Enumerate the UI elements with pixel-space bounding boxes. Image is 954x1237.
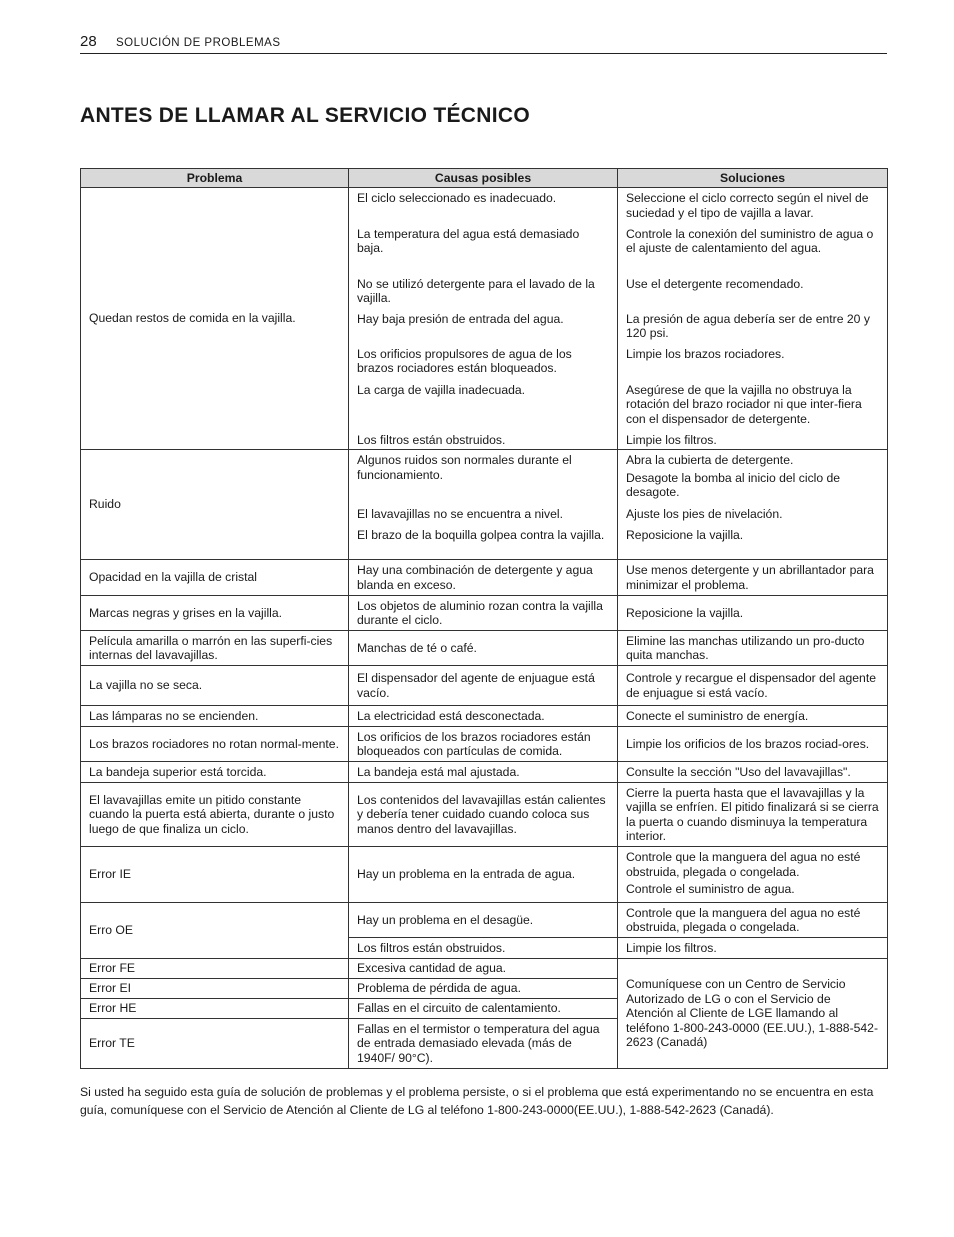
problem-cell: Quedan restos de comida en la vajilla. bbox=[81, 188, 349, 450]
table-row bbox=[81, 847, 888, 903]
table-row bbox=[81, 783, 888, 847]
cause-cell: Los contenidos del lavavajillas están calientes y debería tener cuidado cuando coloca sus manos dentro del lavavajillas. bbox=[349, 783, 618, 847]
problem-cell: La vajilla no se seca. bbox=[81, 666, 349, 706]
solution-cell: Reposicione la vajilla. bbox=[618, 525, 888, 560]
cause-cell: Los filtros están obstruidos. bbox=[349, 430, 618, 450]
table-header-row bbox=[81, 169, 888, 188]
cause-cell: Hay baja presión de entrada del agua. bbox=[349, 309, 618, 344]
solution-cell: Cierre la puerta hasta que el lavavajillas y la vajilla se enfríen. El pitido finalizará si se cierra la puerta o cuando disminuya la temperatura interior. bbox=[618, 783, 888, 847]
cause-cell: Problema de pérdida de agua. bbox=[349, 979, 618, 999]
shared-solution-cell: Comuníquese con un Centro de Servicio Autorizado de LG o con el Servicio de Atención al Cliente de LGE llamando al teléfono 1-800-243-0000 (EE.UU.), 1-888-542-2623 (Canadá) bbox=[618, 959, 888, 1069]
cause-cell: El ciclo seleccionado es inadecuado. bbox=[349, 188, 618, 224]
cause-cell: El lavavajillas no se encuentra a nivel. bbox=[349, 504, 618, 525]
problem-cell: Los brazos rociadores no rotan normal-mente. bbox=[81, 727, 349, 762]
solution-cell: Limpie los filtros. bbox=[618, 430, 888, 450]
cause-cell: Los orificios propulsores de agua de los brazos rociadores están bloqueados. bbox=[349, 344, 618, 380]
problem-cell: Erro OE bbox=[81, 903, 349, 959]
cause-cell: Los objetos de aluminio rozan contra la vajilla durante el ciclo. bbox=[349, 596, 618, 631]
cause-cell: Hay un problema en la entrada de agua. bbox=[349, 847, 618, 903]
table-row bbox=[81, 666, 888, 706]
solution-cell: Ajuste los pies de nivelación. bbox=[618, 504, 888, 525]
solution-cell: Use menos detergente y un abrillantador para minimizar el problema. bbox=[618, 560, 888, 596]
solution-cell: Limpie los orificios de los brazos rociad-ores. bbox=[618, 727, 888, 762]
column-header-causes: Causas posibles bbox=[349, 169, 618, 188]
cause-cell: Fallas en el circuito de calentamiento. bbox=[349, 999, 618, 1019]
cause-cell: La bandeja está mal ajustada. bbox=[349, 762, 618, 783]
problem-cell: Ruido bbox=[81, 450, 349, 560]
solution-cell: Use el detergente recomendado. bbox=[618, 274, 888, 309]
cause-cell: Fallas en el termistor o temperatura del agua de entrada demasiado elevada (más de 1940F/ 90°C). bbox=[349, 1019, 618, 1069]
table-row bbox=[81, 762, 888, 783]
problem-cell: Error IE bbox=[81, 847, 349, 903]
cause-cell: No se utilizó detergente para el lavado de la vajilla. bbox=[349, 274, 618, 309]
solution-cell: Controle que la manguera del agua no esté obstruida, plegada o congelada. bbox=[618, 903, 888, 938]
problem-cell: Error FE bbox=[81, 959, 349, 979]
solution-cell: Seleccione el ciclo correcto según el nivel de suciedad y el tipo de vajilla a lavar. bbox=[618, 188, 888, 224]
cause-cell: Manchas de té o café. bbox=[349, 631, 618, 666]
problem-cell: La bandeja superior está torcida. bbox=[81, 762, 349, 783]
cause-cell: Los filtros están obstruidos. bbox=[349, 938, 618, 959]
table-row bbox=[81, 188, 888, 224]
troubleshooting-table bbox=[80, 168, 888, 1069]
cause-cell: La temperatura del agua está demasiado baja. bbox=[349, 224, 618, 274]
solution-cell: Controle la conexión del suministro de agua o el ajuste de calentamiento del agua. bbox=[618, 224, 888, 274]
solution-cell: Abra la cubierta de detergente. Desagote la bomba al inicio del ciclo de desagote. bbox=[618, 450, 888, 504]
table-row bbox=[81, 596, 888, 631]
solution-cell: Elimine las manchas utilizando un pro-ducto quita manchas. bbox=[618, 631, 888, 666]
cause-cell: El dispensador del agente de enjuague está vacío. bbox=[349, 666, 618, 706]
cause-cell: La electricidad está desconectada. bbox=[349, 706, 618, 727]
page-number: 28 bbox=[80, 33, 97, 50]
problem-cell: Error HE bbox=[81, 999, 349, 1019]
solution-cell: Conecte el suministro de energía. bbox=[618, 706, 888, 727]
footer-note: Si usted ha seguido esta guía de solución de problemas y el problema persiste, o si el problema que está experimentando no se encuentra en esta guía, comuníquese con el Servicio de Atención al Cliente de LG al teléfono 1-800-243-0000(EE.UU.), 1-888-542-2623 (Canadá). bbox=[80, 1085, 874, 1117]
section-title: SOLUCIÓN DE PROBLEMAS bbox=[116, 37, 281, 49]
cause-cell: Excesiva cantidad de agua. bbox=[349, 959, 618, 979]
column-header-solutions: Soluciones bbox=[618, 169, 888, 188]
solution-cell: Controle y recargue el dispensador del agente de enjuague si está vacío. bbox=[618, 666, 888, 706]
problem-cell: Error EI bbox=[81, 979, 349, 999]
cause-cell: Los orificios de los brazos rociadores están bloqueados con partículas de comida. bbox=[349, 727, 618, 762]
problem-cell: El lavavajillas emite un pitido constante cuando la puerta está abierta, durante o justo luego de que finaliza un ciclo. bbox=[81, 783, 349, 847]
solution-cell: Limpie los filtros. bbox=[618, 938, 888, 959]
solution-cell: Asegúrese de que la vajilla no obstruya la rotación del brazo rociador ni que inter-fiera con el dispensador de detergente. bbox=[618, 380, 888, 430]
problem-cell: Marcas negras y grises en la vajilla. bbox=[81, 596, 349, 631]
page-header bbox=[80, 33, 887, 54]
problem-cell: Película amarilla o marrón en las superfi-cies internas del lavavajillas. bbox=[81, 631, 349, 666]
table-row bbox=[81, 959, 888, 979]
cause-cell: Hay una combinación de detergente y agua blanda en exceso. bbox=[349, 560, 618, 596]
cause-cell: Hay un problema en el desagüe. bbox=[349, 903, 618, 938]
table-row bbox=[81, 560, 888, 596]
page-title: ANTES DE LLAMAR AL SERVICIO TÉCNICO bbox=[80, 104, 530, 127]
cause-cell: Algunos ruidos son normales durante el funcionamiento. bbox=[349, 450, 618, 504]
problem-cell: Error TE bbox=[81, 1019, 349, 1069]
problem-cell: Las lámparas no se encienden. bbox=[81, 706, 349, 727]
table-row bbox=[81, 706, 888, 727]
table-row bbox=[81, 727, 888, 762]
cause-cell: La carga de vajilla inadecuada. bbox=[349, 380, 618, 430]
solution-cell: Consulte la sección "Uso del lavavajillas". bbox=[618, 762, 888, 783]
solution-cell: La presión de agua debería ser de entre 20 y 120 psi. bbox=[618, 309, 888, 344]
table-row bbox=[81, 631, 888, 666]
solution-cell: Reposicione la vajilla. bbox=[618, 596, 888, 631]
solution-cell: Limpie los brazos rociadores. bbox=[618, 344, 888, 380]
table-row bbox=[81, 450, 888, 504]
problem-cell: Opacidad en la vajilla de cristal bbox=[81, 560, 349, 596]
solution-cell: Controle que la manguera del agua no esté obstruida, plegada o congelada. Controle el suministro de agua. bbox=[618, 847, 888, 903]
cause-cell: El brazo de la boquilla golpea contra la vajilla. bbox=[349, 525, 618, 560]
table-row bbox=[81, 903, 888, 938]
column-header-problem: Problema bbox=[81, 169, 349, 188]
